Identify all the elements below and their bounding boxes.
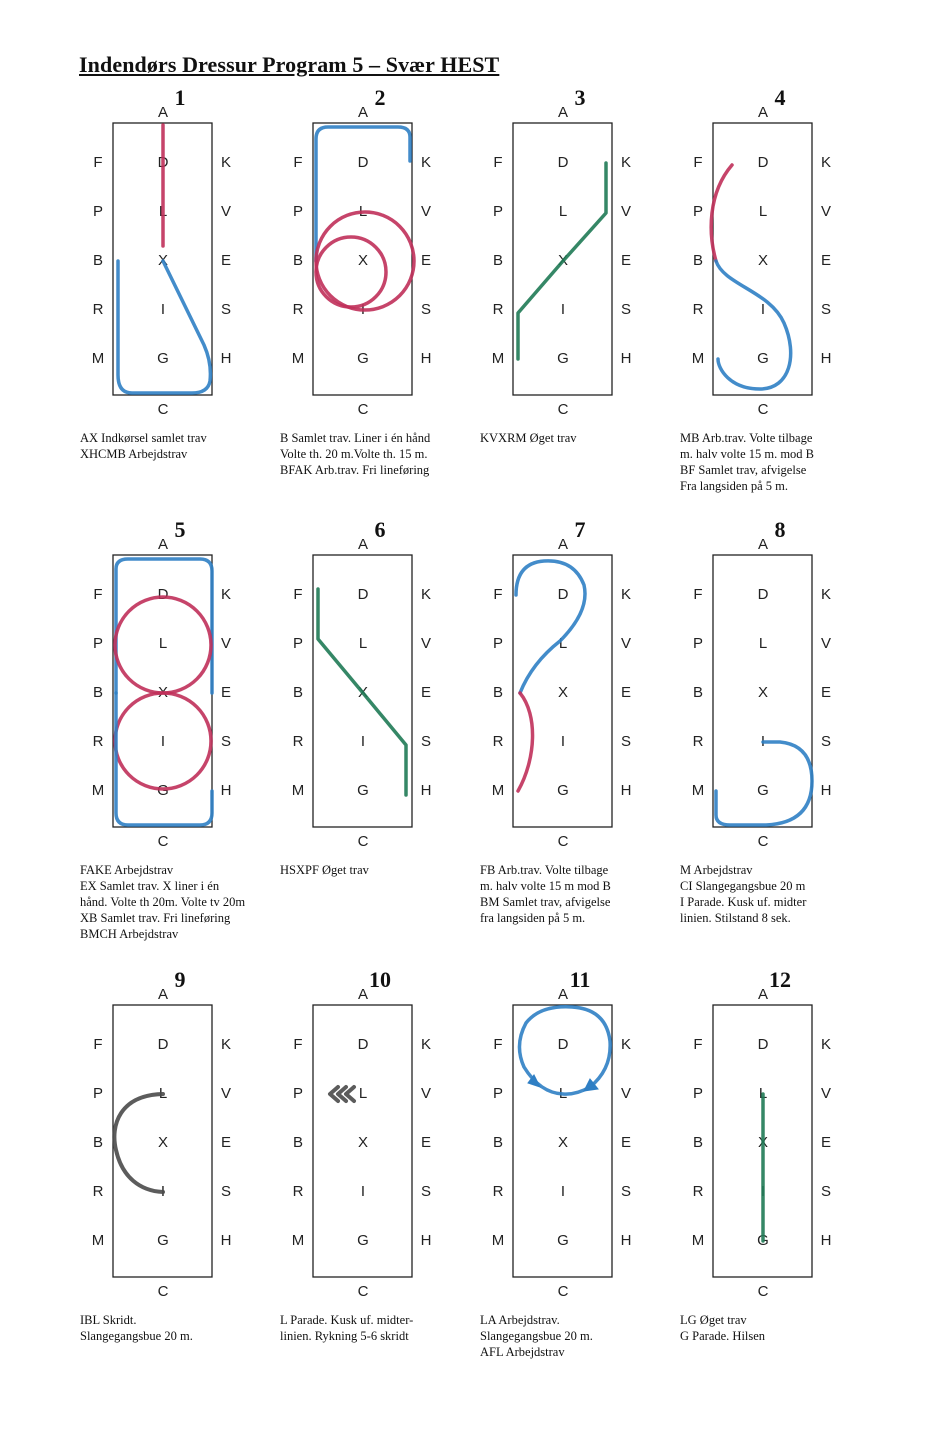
letter-f: F: [693, 1035, 703, 1053]
letter-r: R: [692, 732, 704, 750]
letter-p: P: [92, 202, 104, 220]
diagram-caption: [480, 862, 695, 926]
letter-i: I: [560, 732, 566, 750]
letter-h: H: [420, 349, 432, 367]
letter-k: K: [420, 153, 432, 171]
letter-b: B: [492, 683, 504, 701]
letter-l: L: [158, 634, 168, 652]
caption-line: XHCMB Arbejdstrav: [80, 447, 188, 461]
caption-line: KVXRM Øget trav: [480, 431, 577, 445]
letter-k: K: [820, 1035, 832, 1053]
letter-f: F: [493, 585, 503, 603]
caption-line: BFAK Arb.trav. Fri lineføring: [280, 463, 430, 477]
arena-figure: [80, 985, 280, 1307]
letter-g: G: [357, 349, 369, 367]
letter-m: M: [91, 781, 105, 799]
letter-k: K: [420, 1035, 432, 1053]
letter-k: K: [420, 585, 432, 603]
letter-c: C: [157, 1282, 169, 1300]
caption-line: I Parade. Kusk uf. midter: [680, 895, 807, 909]
letter-f: F: [93, 153, 103, 171]
letter-m: M: [91, 349, 105, 367]
arena-figure: [280, 103, 480, 425]
letter-b: B: [292, 1133, 304, 1151]
caption-line: AX Indkørsel samlet trav: [80, 431, 207, 445]
letter-c: C: [157, 832, 169, 850]
diagram-caption: [680, 1312, 895, 1344]
letter-a: A: [757, 103, 769, 121]
letter-v: V: [620, 202, 632, 220]
letter-p: P: [692, 202, 704, 220]
letter-x: X: [157, 683, 169, 701]
letter-l: L: [758, 1084, 768, 1102]
letter-i: I: [760, 1182, 766, 1200]
letter-h: H: [620, 781, 632, 799]
letter-a: A: [557, 103, 569, 121]
letter-l: L: [358, 1084, 368, 1102]
arena-diagram-10: [280, 967, 480, 1372]
letter-c: C: [157, 400, 169, 418]
arena-diagram-1: [80, 85, 280, 490]
letter-i: I: [760, 300, 766, 318]
letter-g: G: [557, 781, 569, 799]
letter-v: V: [820, 1084, 832, 1102]
letter-a: A: [557, 535, 569, 553]
letter-c: C: [357, 1282, 369, 1300]
letter-g: G: [557, 1231, 569, 1249]
letter-h: H: [420, 781, 432, 799]
letter-l: L: [358, 202, 368, 220]
arena-diagram-5: [80, 517, 280, 941]
letter-s: S: [220, 732, 232, 750]
letter-f: F: [293, 1035, 303, 1053]
letter-a: A: [157, 985, 169, 1003]
caption-line: AFL Arbejdstrav: [480, 1345, 565, 1359]
letter-h: H: [220, 349, 232, 367]
letter-d: D: [757, 585, 769, 603]
diagram-number: 5: [174, 517, 186, 542]
letter-c: C: [757, 400, 769, 418]
diagram-caption: [680, 862, 895, 926]
route-path-blue: [116, 693, 212, 825]
letter-a: A: [157, 535, 169, 553]
letter-k: K: [820, 585, 832, 603]
letter-r: R: [692, 1182, 704, 1200]
letter-v: V: [820, 202, 832, 220]
letter-b: B: [692, 683, 704, 701]
caption-line: FAKE Arbejdstrav: [80, 863, 174, 877]
letter-d: D: [557, 1035, 569, 1053]
diagram-caption: [280, 862, 495, 878]
letter-m: M: [691, 781, 705, 799]
letter-h: H: [420, 1231, 432, 1249]
letter-m: M: [691, 349, 705, 367]
letter-a: A: [357, 985, 369, 1003]
letter-i: I: [560, 300, 566, 318]
letter-b: B: [692, 251, 704, 269]
diagram-number: 11: [569, 967, 591, 992]
letter-v: V: [420, 634, 432, 652]
caption-line: Volte th. 20 m.Volte th. 15 m.: [280, 447, 428, 461]
letter-s: S: [820, 1182, 832, 1200]
letter-c: C: [557, 832, 569, 850]
route-path-blue: [516, 561, 585, 693]
letter-h: H: [820, 781, 832, 799]
arena-diagram-11: [480, 967, 680, 1372]
letter-a: A: [757, 985, 769, 1003]
letter-i: I: [360, 300, 366, 318]
diagram-caption: [280, 430, 495, 478]
letter-r: R: [492, 300, 504, 318]
letter-p: P: [292, 1084, 304, 1102]
letter-r: R: [692, 300, 704, 318]
letter-g: G: [557, 349, 569, 367]
route-path-green: [518, 163, 606, 359]
letter-g: G: [157, 349, 169, 367]
caption-line: B Samlet trav. Liner i én hånd: [280, 431, 431, 445]
letter-f: F: [493, 153, 503, 171]
caption-line: Slangegangsbue 20 m.: [80, 1329, 193, 1343]
diagram-number: 2: [374, 85, 386, 110]
letter-i: I: [360, 732, 366, 750]
letter-e: E: [420, 251, 432, 269]
letter-x: X: [557, 683, 569, 701]
route-path-gray: [330, 1087, 354, 1101]
letter-v: V: [220, 634, 232, 652]
letter-d: D: [157, 1035, 169, 1053]
letter-b: B: [292, 683, 304, 701]
caption-line: XB Samlet trav. Fri lineføring: [80, 911, 231, 925]
caption-line: hånd. Volte th 20m. Volte tv 20m: [80, 895, 246, 909]
diagram-caption: [280, 1312, 495, 1344]
letter-s: S: [620, 300, 632, 318]
letter-h: H: [820, 349, 832, 367]
letter-m: M: [491, 349, 505, 367]
diagram-caption: [80, 430, 295, 462]
caption-line: m. halv volte 15 m. mod B: [680, 447, 815, 461]
letter-h: H: [620, 349, 632, 367]
letter-d: D: [157, 585, 169, 603]
arena-diagram-6: [280, 517, 480, 922]
letter-a: A: [157, 103, 169, 121]
caption-line: CI Slangegangsbue 20 m: [680, 879, 806, 893]
caption-line: m. halv volte 15 m mod B: [480, 879, 611, 893]
diagram-number: 7: [574, 517, 586, 542]
letter-e: E: [620, 251, 632, 269]
caption-line: Slangegangsbue 20 m.: [480, 1329, 593, 1343]
arena-figure: [680, 985, 880, 1307]
letter-s: S: [620, 1182, 632, 1200]
arena-figure: [480, 535, 680, 857]
letter-v: V: [620, 1084, 632, 1102]
letter-s: S: [420, 732, 432, 750]
diagram-number: 3: [574, 85, 586, 110]
arena-figure: [80, 103, 280, 425]
letter-k: K: [620, 585, 632, 603]
letter-b: B: [92, 1133, 104, 1151]
caption-line: linien. Rykning 5-6 skridt: [280, 1329, 409, 1343]
letter-b: B: [292, 251, 304, 269]
letter-r: R: [492, 1182, 504, 1200]
page-title: Indendørs Dressur Program 5 – Svær HEST: [79, 52, 500, 77]
letter-f: F: [693, 153, 703, 171]
route-path-red: [711, 165, 732, 261]
letter-d: D: [557, 585, 569, 603]
letter-e: E: [420, 1133, 432, 1151]
letter-f: F: [293, 153, 303, 171]
letter-b: B: [92, 251, 104, 269]
letter-l: L: [758, 202, 768, 220]
route-path-blue: [118, 261, 210, 393]
letter-x: X: [357, 1133, 369, 1151]
letter-c: C: [757, 832, 769, 850]
letter-l: L: [158, 1084, 168, 1102]
letter-p: P: [492, 202, 504, 220]
letter-a: A: [357, 103, 369, 121]
letter-k: K: [620, 153, 632, 171]
letter-r: R: [292, 300, 304, 318]
letter-k: K: [820, 153, 832, 171]
caption-line: Fra langsiden på 5 m.: [680, 479, 788, 493]
letter-c: C: [357, 400, 369, 418]
letter-r: R: [292, 1182, 304, 1200]
letter-i: I: [360, 1182, 366, 1200]
diagram-number: 4: [774, 85, 786, 110]
letter-e: E: [220, 1133, 232, 1151]
letter-i: I: [160, 1182, 166, 1200]
letter-x: X: [557, 251, 569, 269]
caption-line: LA Arbejdstrav.: [480, 1313, 560, 1327]
letter-d: D: [757, 153, 769, 171]
route-path-blue: [716, 261, 791, 389]
caption-line: FB Arb.trav. Volte tilbage: [480, 863, 609, 877]
letter-p: P: [492, 1084, 504, 1102]
diagram-number: 6: [374, 517, 386, 542]
letter-p: P: [492, 634, 504, 652]
letter-g: G: [357, 781, 369, 799]
letter-x: X: [157, 1133, 169, 1151]
diagram-caption: [480, 1312, 695, 1360]
arena-diagram-2: [280, 85, 480, 490]
diagram-caption: [80, 862, 295, 942]
letter-h: H: [220, 1231, 232, 1249]
letter-c: C: [557, 1282, 569, 1300]
arena-diagram-12: [680, 967, 880, 1372]
letter-x: X: [357, 251, 369, 269]
arena-figure: [480, 103, 680, 425]
letter-h: H: [820, 1231, 832, 1249]
letter-c: C: [757, 1282, 769, 1300]
letter-r: R: [92, 732, 104, 750]
letter-m: M: [491, 781, 505, 799]
letter-s: S: [820, 300, 832, 318]
letter-e: E: [820, 1133, 832, 1151]
letter-m: M: [291, 349, 305, 367]
letter-p: P: [292, 202, 304, 220]
letter-v: V: [220, 202, 232, 220]
letter-l: L: [558, 634, 568, 652]
letter-f: F: [93, 1035, 103, 1053]
arena-diagram-9: [80, 967, 280, 1372]
letter-p: P: [92, 634, 104, 652]
caption-line: M Arbejdstrav: [680, 863, 753, 877]
arena-figure: [480, 985, 680, 1307]
letter-e: E: [820, 683, 832, 701]
arena-diagram-7: [480, 517, 680, 925]
letter-g: G: [757, 1231, 769, 1249]
letter-s: S: [420, 300, 432, 318]
letter-b: B: [492, 251, 504, 269]
arena-figure: [680, 103, 880, 425]
letter-p: P: [692, 634, 704, 652]
caption-line: BM Samlet trav, afvigelse: [480, 895, 611, 909]
arena-figure: [280, 985, 480, 1307]
letter-x: X: [157, 251, 169, 269]
diagram-number: 1: [174, 85, 186, 110]
letter-l: L: [558, 1084, 568, 1102]
letter-m: M: [91, 1231, 105, 1249]
caption-line: BMCH Arbejdstrav: [80, 927, 179, 941]
diagram-caption: [680, 430, 895, 494]
letter-e: E: [820, 251, 832, 269]
arena-figure: [680, 535, 880, 857]
letter-p: P: [692, 1084, 704, 1102]
route-path-red: [518, 693, 533, 791]
letter-i: I: [160, 300, 166, 318]
letter-d: D: [357, 1035, 369, 1053]
letter-s: S: [620, 732, 632, 750]
letter-s: S: [820, 732, 832, 750]
letter-a: A: [557, 985, 569, 1003]
letter-l: L: [558, 202, 568, 220]
letter-d: D: [157, 153, 169, 171]
letter-s: S: [220, 1182, 232, 1200]
letter-p: P: [92, 1084, 104, 1102]
letter-v: V: [220, 1084, 232, 1102]
caption-line: BF Samlet trav, afvigelse: [680, 463, 807, 477]
caption-line: G Parade. Hilsen: [680, 1329, 766, 1343]
caption-line: HSXPF Øget trav: [280, 863, 369, 877]
letter-f: F: [493, 1035, 503, 1053]
letter-d: D: [757, 1035, 769, 1053]
arena-diagram-3: [480, 85, 680, 490]
diagram-caption: [80, 1312, 295, 1344]
arena-diagram-8: [680, 517, 880, 925]
letter-g: G: [757, 781, 769, 799]
arena-figure: [280, 535, 480, 857]
letter-b: B: [692, 1133, 704, 1151]
route-path-green: [318, 589, 406, 795]
letter-s: S: [420, 1182, 432, 1200]
letter-c: C: [357, 832, 369, 850]
letter-r: R: [92, 300, 104, 318]
route-path-red: [316, 237, 386, 307]
letter-x: X: [557, 1133, 569, 1151]
letter-d: D: [357, 585, 369, 603]
diagram-number: 10: [369, 967, 391, 992]
letter-i: I: [760, 732, 766, 750]
letter-e: E: [220, 251, 232, 269]
letter-e: E: [620, 1133, 632, 1151]
letter-m: M: [691, 1231, 705, 1249]
caption-line: linien. Stilstand 8 sek.: [680, 911, 791, 925]
letter-l: L: [158, 202, 168, 220]
diagram-number: 12: [769, 967, 791, 992]
caption-line: MB Arb.trav. Volte tilbage: [680, 431, 813, 445]
letter-r: R: [292, 732, 304, 750]
letter-s: S: [220, 300, 232, 318]
diagram-number: 8: [774, 517, 786, 542]
caption-line: L Parade. Kusk uf. midter-: [280, 1313, 414, 1327]
letter-a: A: [357, 535, 369, 553]
letter-k: K: [620, 1035, 632, 1053]
letter-g: G: [157, 781, 169, 799]
letter-e: E: [420, 683, 432, 701]
caption-line: LG Øget trav: [680, 1313, 747, 1327]
letter-m: M: [291, 781, 305, 799]
letter-l: L: [758, 634, 768, 652]
route-path-blue: [116, 559, 212, 693]
letter-x: X: [757, 683, 769, 701]
letter-m: M: [491, 1231, 505, 1249]
letter-m: M: [291, 1231, 305, 1249]
diagram-caption: [480, 430, 695, 446]
letter-r: R: [92, 1182, 104, 1200]
letter-f: F: [293, 585, 303, 603]
letter-h: H: [620, 1231, 632, 1249]
letter-f: F: [93, 585, 103, 603]
letter-b: B: [92, 683, 104, 701]
caption-line: fra langsiden på 5 m.: [480, 911, 586, 925]
letter-p: P: [292, 634, 304, 652]
letter-x: X: [757, 251, 769, 269]
letter-g: G: [757, 349, 769, 367]
letter-f: F: [693, 585, 703, 603]
letter-i: I: [160, 732, 166, 750]
letter-h: H: [220, 781, 232, 799]
letter-v: V: [620, 634, 632, 652]
arena-figure: [80, 535, 280, 857]
letter-v: V: [420, 1084, 432, 1102]
letter-e: E: [620, 683, 632, 701]
letter-l: L: [358, 634, 368, 652]
letter-c: C: [557, 400, 569, 418]
letter-r: R: [492, 732, 504, 750]
letter-v: V: [820, 634, 832, 652]
letter-g: G: [157, 1231, 169, 1249]
caption-line: IBL Skridt.: [80, 1313, 137, 1327]
route-path-blue: [316, 127, 410, 261]
letter-k: K: [220, 585, 232, 603]
letter-k: K: [220, 153, 232, 171]
letter-d: D: [357, 153, 369, 171]
letter-g: G: [357, 1231, 369, 1249]
route-path-gray: [114, 1094, 163, 1192]
letter-k: K: [220, 1035, 232, 1053]
letter-a: A: [757, 535, 769, 553]
letter-i: I: [560, 1182, 566, 1200]
diagram-number: 9: [174, 967, 186, 992]
letter-e: E: [220, 683, 232, 701]
arena-diagram-4: [680, 85, 880, 493]
letter-b: B: [492, 1133, 504, 1151]
caption-line: EX Samlet trav. X liner i én: [80, 879, 220, 893]
letter-v: V: [420, 202, 432, 220]
letter-x: X: [757, 1133, 769, 1151]
letter-d: D: [557, 153, 569, 171]
letter-x: X: [357, 683, 369, 701]
